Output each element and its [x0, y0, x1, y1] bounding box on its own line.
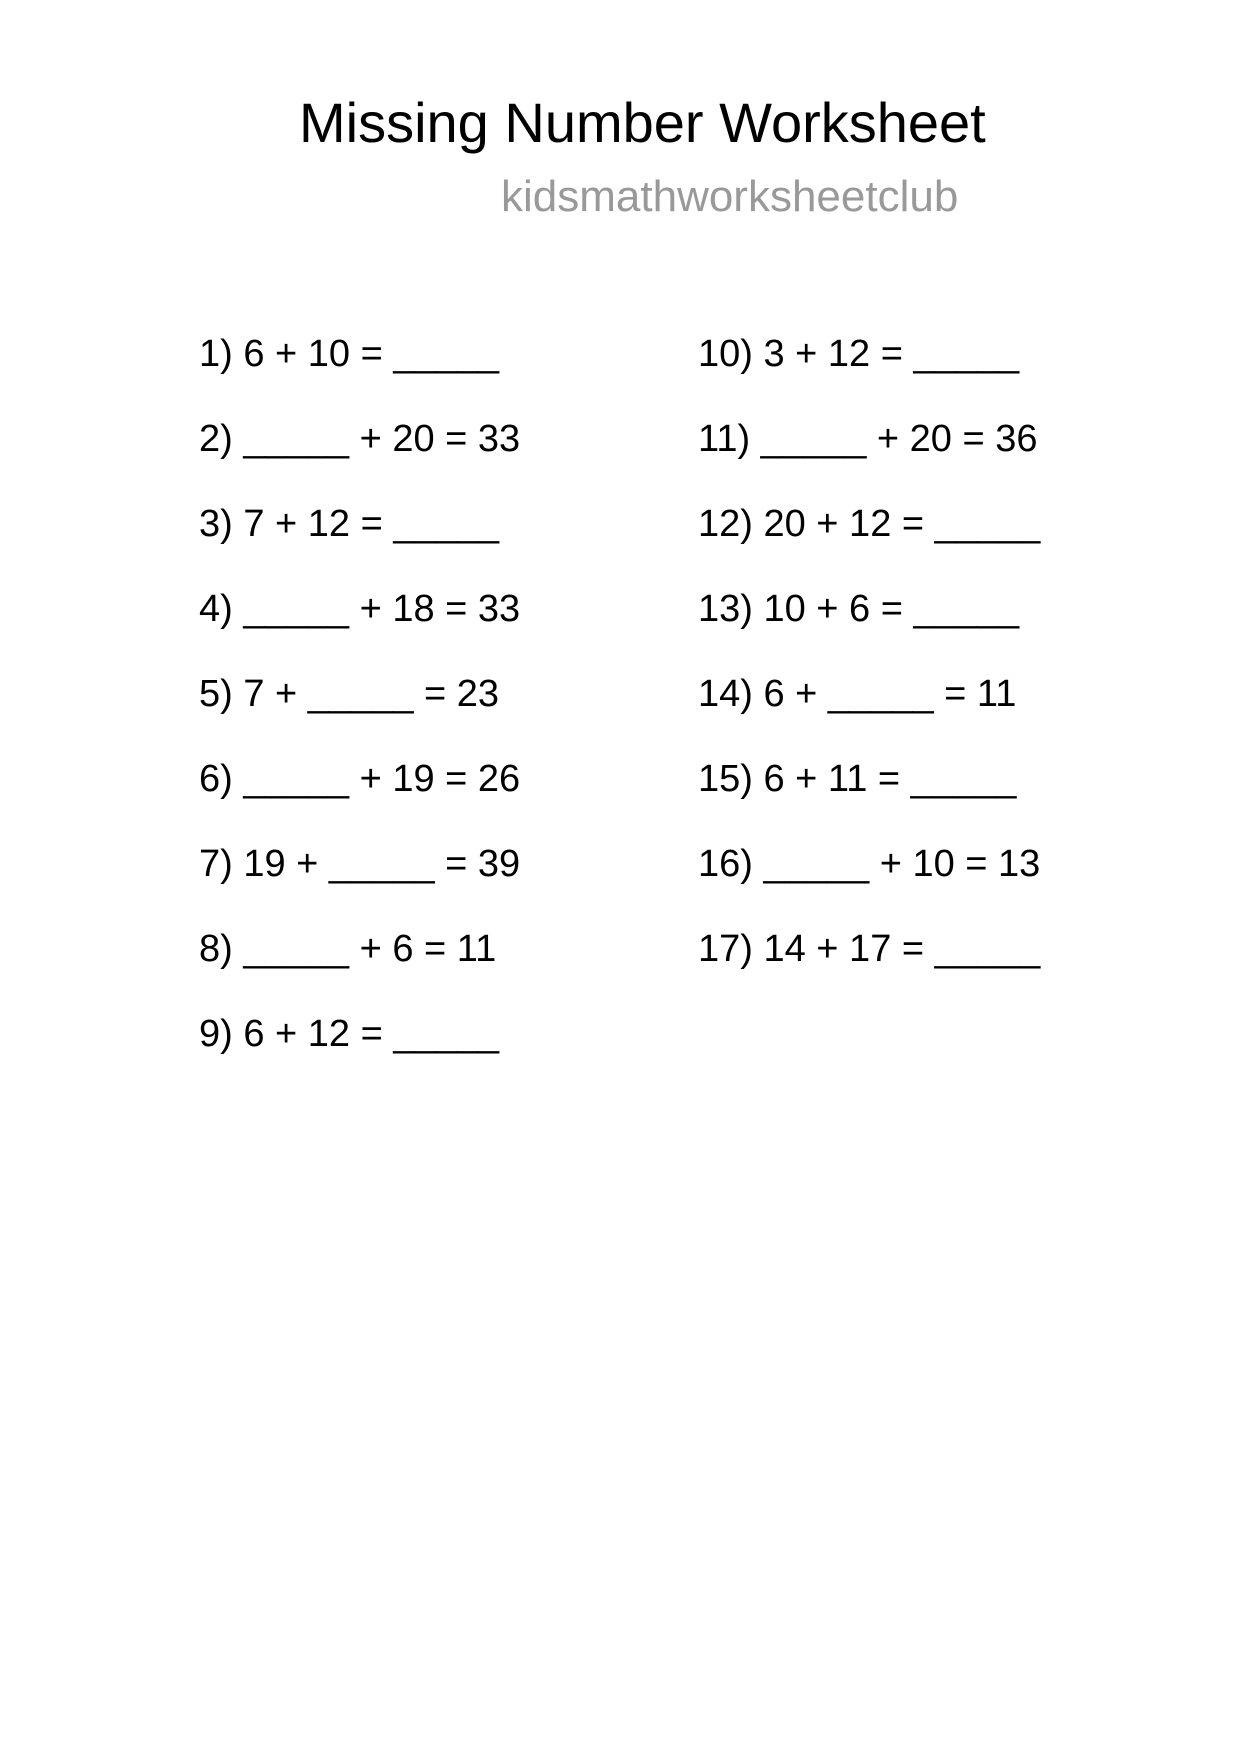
problem-2: 2) _____ + 20 = 33	[199, 418, 521, 460]
problem-15: 15) 6 + 11 = _____	[698, 758, 1017, 800]
problem-3: 3) 7 + 12 = _____	[199, 503, 500, 545]
page-subtitle: kidsmathworksheetclub	[501, 172, 959, 221]
problem-6: 6) _____ + 19 = 26	[199, 758, 521, 800]
problem-9: 9) 6 + 12 = _____	[199, 1013, 500, 1055]
problem-7: 7) 19 + _____ = 39	[199, 843, 521, 885]
problem-1: 1) 6 + 10 = _____	[199, 333, 500, 375]
page-title: Missing Number Worksheet	[299, 91, 986, 154]
problem-17: 17) 14 + 17 = _____	[698, 928, 1041, 970]
problem-8: 8) _____ + 6 = 11	[199, 928, 497, 970]
problem-10: 10) 3 + 12 = _____	[698, 333, 1020, 375]
problem-5: 5) 7 + _____ = 23	[199, 673, 500, 715]
problems-column-right	[698, 332, 1040, 1012]
problem-14: 14) 6 + _____ = 11	[698, 673, 1017, 715]
problem-16: 16) _____ + 10 = 13	[698, 843, 1041, 885]
problem-13: 13) 10 + 6 = _____	[698, 588, 1020, 630]
problem-11: 11) _____ + 20 = 36	[698, 418, 1038, 460]
problems-column-left	[199, 332, 520, 1097]
problem-4: 4) _____ + 18 = 33	[199, 588, 521, 630]
problem-12: 12) 20 + 12 = _____	[698, 503, 1041, 545]
